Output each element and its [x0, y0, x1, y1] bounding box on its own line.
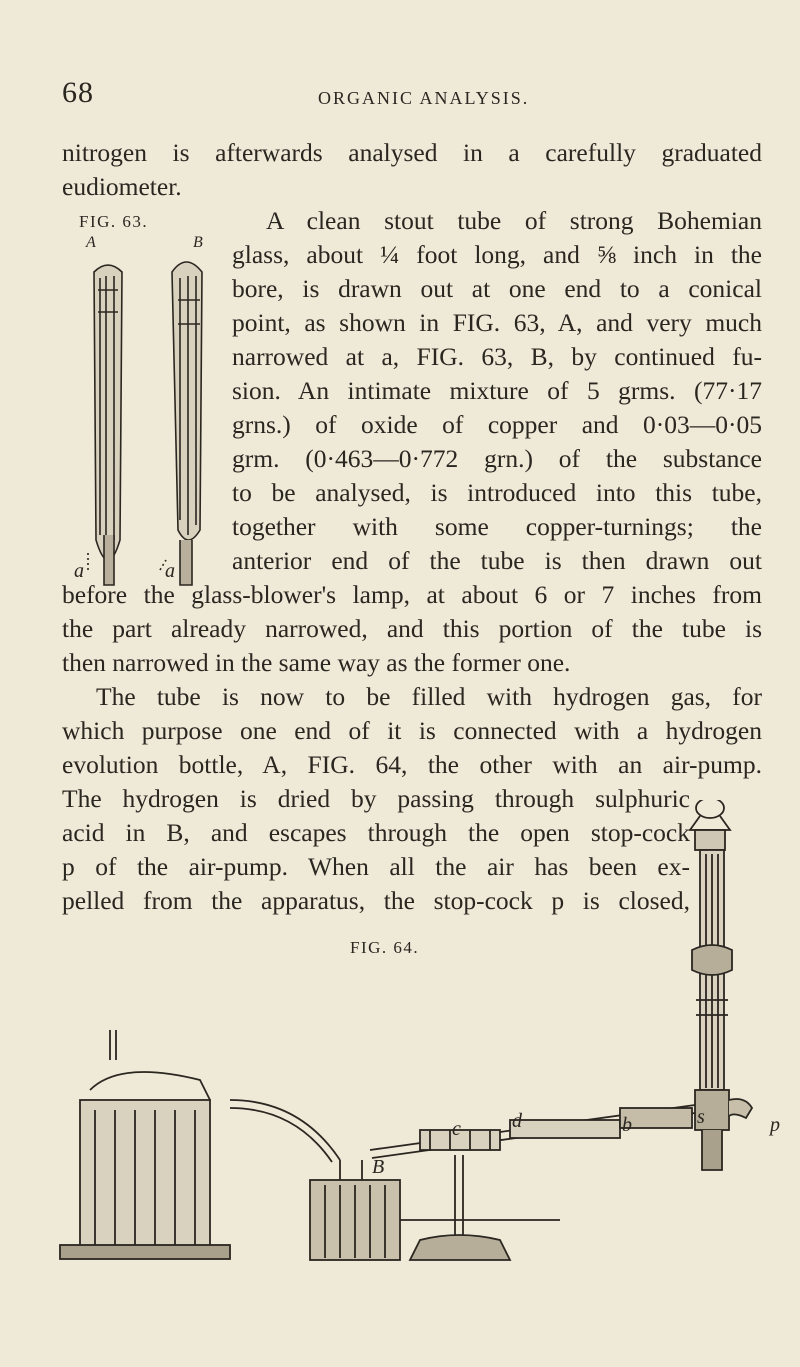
fig64-letter-s: s	[697, 1106, 705, 1128]
text-line: The tube is now to be filled with hydrogen gas, for	[96, 682, 762, 711]
fig64-letter-B: B	[372, 1156, 385, 1178]
text-line: acid in B, and escapes through the open stop-cock	[62, 818, 690, 847]
text-line: grns.) of oxide of copper and 0·03—0·05	[232, 410, 762, 439]
text-line: pelled from the apparatus, the stop-cock p is closed,	[62, 886, 690, 915]
text-line: which purpose one end of it is connected with a hydrogen	[62, 716, 762, 745]
text-line: together with some copper-turnings; the	[232, 512, 762, 541]
fig63-mark-a-right: a	[165, 560, 175, 582]
text-line: p of the air-pump. When all the air has been ex-	[62, 852, 690, 881]
text-line: grm. (0·463—0·772 grn.) of the substance	[232, 444, 762, 473]
fig64-letter-b: b	[622, 1114, 632, 1136]
fig63-caption: FIG. 63.	[79, 212, 149, 231]
fig63-label-a: A	[86, 234, 96, 251]
text-line: glass, about ¼ foot long, and ⅝ inch in the	[232, 240, 762, 269]
text-line: nitrogen is afterwards analysed in a carefully graduated	[62, 138, 762, 167]
text-line: A clean stout tube of strong Bohemian	[266, 206, 762, 235]
text-line: sion. An intimate mixture of 5 grms. (77·17	[232, 376, 762, 405]
text-line: bore, is drawn out at one end to a conical	[232, 274, 762, 303]
fig63-mark-a-left: a	[74, 560, 84, 582]
text-line: The hydrogen is dried by passing through sulphuric	[62, 784, 690, 813]
text-line: before the glass-blower's lamp, at about 6 or 7 inches from	[62, 580, 762, 609]
fig64-letter-c: c	[452, 1118, 461, 1140]
text-line: point, as shown in FIG. 63, A, and very much	[232, 308, 762, 337]
text-line: evolution bottle, A, FIG. 64, the other with an air-pump.	[62, 750, 762, 779]
page-number: 68	[62, 76, 94, 109]
text-line: the part already narrowed, and this portion of the tube is	[62, 614, 762, 643]
text-line: eudiometer.	[62, 172, 182, 201]
fig64-letter-d: d	[512, 1110, 522, 1132]
fig64-caption: FIG. 64.	[350, 938, 420, 957]
text-line: to be analysed, is introduced into this tube,	[232, 478, 762, 507]
fig64-illustration	[40, 800, 800, 1270]
text-line: narrowed at a, FIG. 63, B, by continued fu-	[232, 342, 762, 371]
running-head: ORGANIC ANALYSIS.	[318, 88, 530, 108]
text-line: anterior end of the tube is then drawn out	[232, 546, 762, 575]
fig63-label-b: B	[193, 234, 203, 251]
fig64-letter-p: p	[770, 1114, 780, 1136]
fig63-illustration	[70, 250, 220, 600]
text-line: then narrowed in the same way as the former one.	[62, 648, 571, 677]
